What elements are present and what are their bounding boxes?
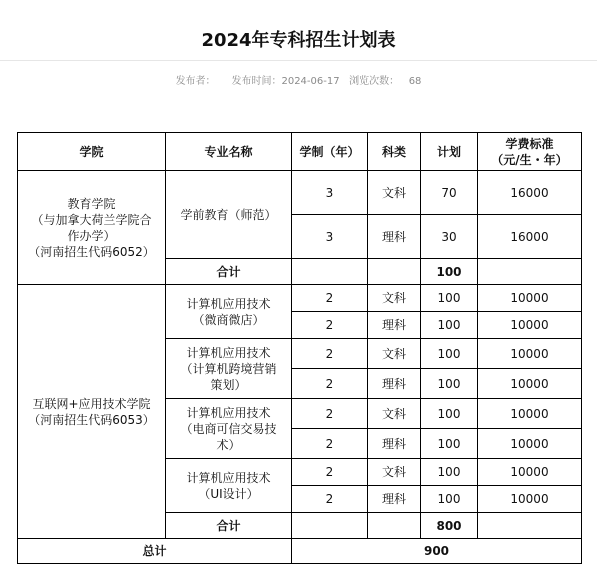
cell-years: 2: [292, 486, 368, 513]
cell-fee: 10000: [478, 339, 582, 369]
cell-years: 2: [292, 285, 368, 312]
publish-time-label: 发布时间：: [231, 76, 282, 87]
cell-years: 3: [292, 171, 368, 215]
empty-cell: [292, 259, 368, 285]
college-internet: 互联网+应用技术学院 （河南招生代码6053）: [18, 285, 166, 539]
subtotal-value: 800: [421, 513, 478, 539]
cell-fee: 10000: [478, 312, 582, 339]
major-trusted-ecommerce: 计算机应用技术 （电商可信交易技 术）: [166, 399, 292, 459]
enrollment-plan-table: [17, 132, 582, 564]
empty-cell: [478, 513, 582, 539]
cell-plan: 100: [421, 339, 478, 369]
cell-years: 2: [292, 459, 368, 486]
cell-category: 文科: [368, 339, 421, 369]
cell-category: 文科: [368, 171, 421, 215]
cell-plan: 100: [421, 399, 478, 429]
cell-plan: 100: [421, 459, 478, 486]
empty-cell: [478, 259, 582, 285]
cell-years: 2: [292, 399, 368, 429]
cell-category: 文科: [368, 459, 421, 486]
cell-category: 理科: [368, 486, 421, 513]
total-label: 总计: [18, 539, 292, 564]
cell-category: 理科: [368, 429, 421, 459]
empty-cell: [292, 513, 368, 539]
subtotal-value: 100: [421, 259, 478, 285]
cell-plan: 100: [421, 312, 478, 339]
cell-plan: 30: [421, 215, 478, 259]
cell-years: 2: [292, 369, 368, 399]
cell-category: 文科: [368, 399, 421, 429]
views-value: 68: [408, 76, 422, 87]
cell-category: 理科: [368, 369, 421, 399]
cell-years: 2: [292, 429, 368, 459]
header-category: 科类: [368, 133, 421, 171]
total-value: 900: [292, 539, 582, 564]
cell-fee: 10000: [478, 399, 582, 429]
cell-fee: 10000: [478, 369, 582, 399]
table-row: [18, 171, 582, 215]
cell-fee: 10000: [478, 459, 582, 486]
cell-category: 理科: [368, 215, 421, 259]
table-header-row: [18, 133, 582, 171]
cell-years: 3: [292, 215, 368, 259]
total-row: [18, 539, 582, 564]
empty-cell: [368, 259, 421, 285]
cell-plan: 100: [421, 369, 478, 399]
cell-fee: 10000: [478, 285, 582, 312]
cell-plan: 100: [421, 429, 478, 459]
cell-years: 2: [292, 312, 368, 339]
article-meta: [0, 72, 597, 87]
cell-plan: 70: [421, 171, 478, 215]
page-title: 2024年专科招生计划表: [201, 30, 396, 51]
major-wechat-store: 计算机应用技术 （微商微店）: [166, 285, 292, 339]
publisher-label: 发布者：: [175, 76, 216, 87]
subtotal-label: 合计: [166, 259, 292, 285]
major-cross-border-marketing: 计算机应用技术 （计算机跨境营销 策划）: [166, 339, 292, 399]
subtotal-label: 合计: [166, 513, 292, 539]
publish-time-value: 2024-06-17: [281, 76, 340, 87]
cell-fee: 10000: [478, 429, 582, 459]
major-ui-design: 计算机应用技术 （UI设计）: [166, 459, 292, 513]
cell-category: 理科: [368, 312, 421, 339]
title-divider: [0, 60, 597, 61]
cell-fee: 16000: [478, 215, 582, 259]
header-fee: 学费标准 （元/生・年）: [478, 133, 582, 171]
major-preschool-education: 学前教育（师范）: [166, 171, 292, 259]
cell-fee: 16000: [478, 171, 582, 215]
cell-years: 2: [292, 339, 368, 369]
cell-fee: 10000: [478, 486, 582, 513]
views-label: 浏览次数：: [349, 76, 400, 87]
header-years: 学制（年）: [292, 133, 368, 171]
cell-plan: 100: [421, 285, 478, 312]
table-row: [18, 285, 582, 312]
header-college: 学院: [18, 133, 166, 171]
empty-cell: [368, 513, 421, 539]
header-plan: 计划: [421, 133, 478, 171]
cell-category: 文科: [368, 285, 421, 312]
college-education: 教育学院 （与加拿大荷兰学院合 作办学） （河南招生代码6052）: [18, 171, 166, 285]
header-major: 专业名称: [166, 133, 292, 171]
cell-plan: 100: [421, 486, 478, 513]
